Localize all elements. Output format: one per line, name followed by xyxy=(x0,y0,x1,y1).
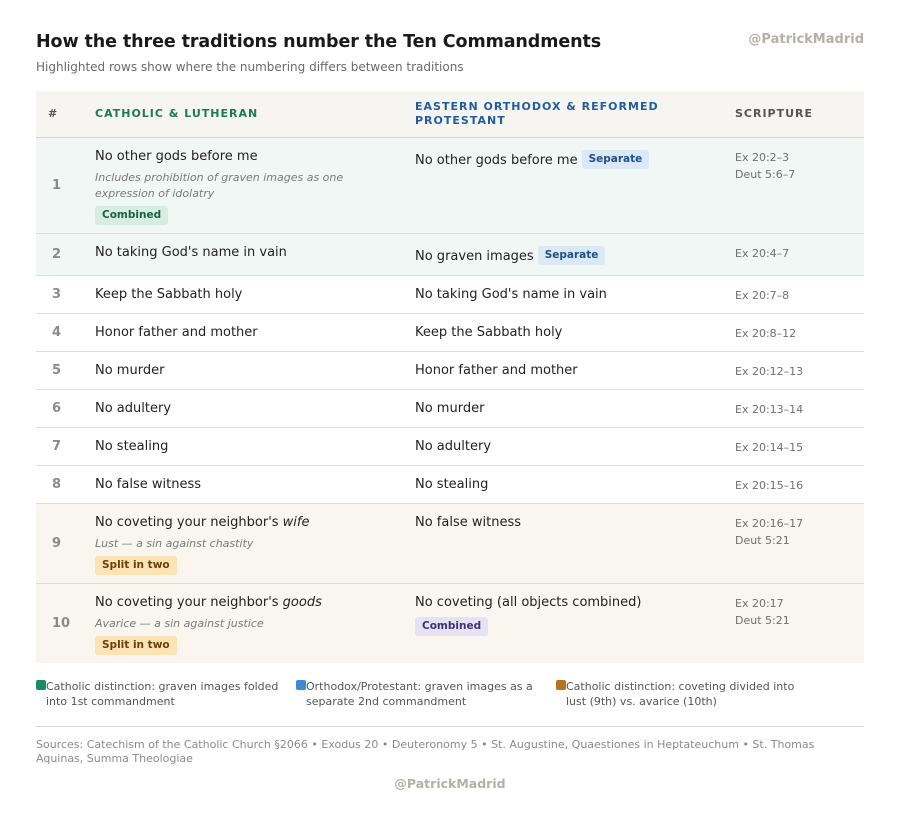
legend-text: Orthodox/Protestant: graven images as a separate 2nd commandment xyxy=(306,680,533,708)
legend-text: Catholic distinction: coveting divided into lust (9th) vs. avarice (10th) xyxy=(566,680,795,708)
scripture-cell xyxy=(735,314,864,351)
scripture-ref: Deut 5:21 xyxy=(735,534,790,547)
row-number: 10 xyxy=(52,616,71,631)
orthodox-cell xyxy=(415,138,735,233)
header-orthodox: EASTERN ORTHODOX & REFORMED PROTESTANT xyxy=(415,100,659,127)
orthodox-text: No graven images xyxy=(415,249,534,264)
scripture-cell xyxy=(735,390,864,427)
page-title: How the three traditions number the Ten Commandments xyxy=(36,32,602,52)
scripture-ref: Deut 5:6–7 xyxy=(735,168,796,181)
table-row xyxy=(36,276,864,314)
orthodox-text: Honor father and mother xyxy=(415,363,578,378)
catholic-cell xyxy=(95,352,415,389)
commandments-table xyxy=(36,91,864,663)
table-row xyxy=(36,584,864,663)
row-number: 8 xyxy=(52,477,62,492)
table-row xyxy=(36,234,864,276)
catholic-text-emphasis: goods xyxy=(282,595,322,610)
orange-swatch-icon xyxy=(556,680,566,690)
catholic-text: No adultery xyxy=(95,401,172,416)
scripture-cell xyxy=(735,584,864,663)
header-catholic: CATHOLIC & LUTHERAN xyxy=(95,107,259,120)
row-number: 4 xyxy=(52,325,62,340)
catholic-text: No stealing xyxy=(95,439,169,454)
catholic-note: Includes prohibition of graven images as one expression of idolatry xyxy=(95,171,344,200)
legend-item-coveting xyxy=(556,679,816,709)
catholic-cell xyxy=(95,138,415,233)
row-number: 7 xyxy=(52,439,62,454)
row-number: 3 xyxy=(52,287,62,302)
scripture-ref: Ex 20:4–7 xyxy=(735,247,790,260)
orthodox-text: No other gods before me xyxy=(415,153,578,168)
scripture-cell xyxy=(735,504,864,583)
header-scripture: SCRIPTURE xyxy=(735,107,814,120)
catholic-cell xyxy=(95,584,415,663)
combined-badge: Combined xyxy=(415,617,488,636)
orthodox-text: No stealing xyxy=(415,477,489,492)
split-badge: Split in two xyxy=(95,556,177,575)
catholic-text: No false witness xyxy=(95,477,201,492)
orthodox-cell xyxy=(415,276,735,313)
table-row xyxy=(36,352,864,390)
legend-item-orthodox xyxy=(296,679,556,709)
catholic-note: Lust — a sin against chastity xyxy=(95,537,254,550)
catholic-text: Honor father and mother xyxy=(95,325,258,340)
catholic-cell xyxy=(95,390,415,427)
scripture-ref: Ex 20:7–8 xyxy=(735,289,790,302)
scripture-ref: Ex 20:12–13 xyxy=(735,365,804,378)
catholic-text: No taking God's name in vain xyxy=(95,245,287,260)
combined-badge: Combined xyxy=(95,206,168,225)
legend-item-catholic xyxy=(36,679,296,709)
catholic-cell xyxy=(95,428,415,465)
row-number: 5 xyxy=(52,363,62,378)
catholic-text: No murder xyxy=(95,363,165,378)
orthodox-cell xyxy=(415,314,735,351)
catholic-cell xyxy=(95,276,415,313)
orthodox-cell xyxy=(415,352,735,389)
orthodox-cell xyxy=(415,466,735,503)
catholic-text-prefix: No coveting your neighbor's xyxy=(95,515,283,530)
table-row xyxy=(36,314,864,352)
orthodox-text: Keep the Sabbath holy xyxy=(415,325,563,340)
scripture-cell xyxy=(735,466,864,503)
catholic-text-emphasis: wife xyxy=(282,515,310,530)
green-swatch-icon xyxy=(36,680,46,690)
scripture-cell xyxy=(735,234,864,275)
scripture-ref: Ex 20:8–12 xyxy=(735,327,797,340)
catholic-cell xyxy=(95,314,415,351)
orthodox-cell xyxy=(415,234,735,275)
footer-handle: @PatrickMadrid xyxy=(394,776,506,791)
scripture-ref: Ex 20:2–3 xyxy=(735,151,790,164)
table-row xyxy=(36,390,864,428)
header-number: # xyxy=(48,107,59,120)
orthodox-text: No false witness xyxy=(415,515,521,530)
row-number: 2 xyxy=(52,247,62,262)
blue-swatch-icon xyxy=(296,680,306,690)
divider xyxy=(36,726,864,727)
catholic-text: No other gods before me xyxy=(95,149,258,164)
orthodox-text: No murder xyxy=(415,401,485,416)
table-row xyxy=(36,504,864,584)
orthodox-cell xyxy=(415,504,735,583)
catholic-cell xyxy=(95,466,415,503)
row-number: 9 xyxy=(52,536,62,551)
scripture-ref: Ex 20:17 xyxy=(735,597,784,610)
sources-note: Sources: Catechism of the Catholic Church §2066 • Exodus 20 • Deuteronomy 5 • St. Augustine, Quaestiones in Heptateuchum • St. Thomas Aquinas, Summa Theologiae xyxy=(36,738,815,765)
scripture-ref: Ex 20:16–17 xyxy=(735,517,804,530)
row-number: 1 xyxy=(52,178,62,193)
orthodox-cell xyxy=(415,584,735,663)
catholic-text xyxy=(95,595,415,611)
scripture-cell xyxy=(735,276,864,313)
row-number: 6 xyxy=(52,401,62,416)
scripture-cell xyxy=(735,352,864,389)
separate-badge: Separate xyxy=(582,150,650,169)
table-row xyxy=(36,138,864,234)
scripture-ref: Ex 20:13–14 xyxy=(735,403,804,416)
scripture-cell xyxy=(735,428,864,465)
table-row xyxy=(36,428,864,466)
catholic-text: Keep the Sabbath holy xyxy=(95,287,243,302)
legend-text: Catholic distinction: graven images folded into 1st commandment xyxy=(46,680,279,708)
catholic-note: Avarice — a sin against justice xyxy=(95,617,264,630)
orthodox-text: No taking God's name in vain xyxy=(415,287,607,302)
split-badge: Split in two xyxy=(95,636,177,655)
author-handle: @PatrickMadrid xyxy=(748,32,864,47)
catholic-text xyxy=(95,515,415,531)
scripture-cell xyxy=(735,138,864,233)
orthodox-cell xyxy=(415,390,735,427)
scripture-ref: Ex 20:15–16 xyxy=(735,479,804,492)
scripture-ref: Deut 5:21 xyxy=(735,614,790,627)
legend xyxy=(36,679,864,709)
orthodox-text: No adultery xyxy=(415,439,492,454)
orthodox-cell xyxy=(415,428,735,465)
page-subtitle: Highlighted rows show where the numbering differs between traditions xyxy=(36,60,464,74)
table-header xyxy=(36,91,864,138)
catholic-text-prefix: No coveting your neighbor's xyxy=(95,595,283,610)
scripture-ref: Ex 20:14–15 xyxy=(735,441,804,454)
table-row xyxy=(36,466,864,504)
orthodox-text: No coveting (all objects combined) xyxy=(415,595,642,610)
separate-badge: Separate xyxy=(538,246,606,265)
catholic-cell xyxy=(95,504,415,583)
catholic-cell xyxy=(95,234,415,275)
